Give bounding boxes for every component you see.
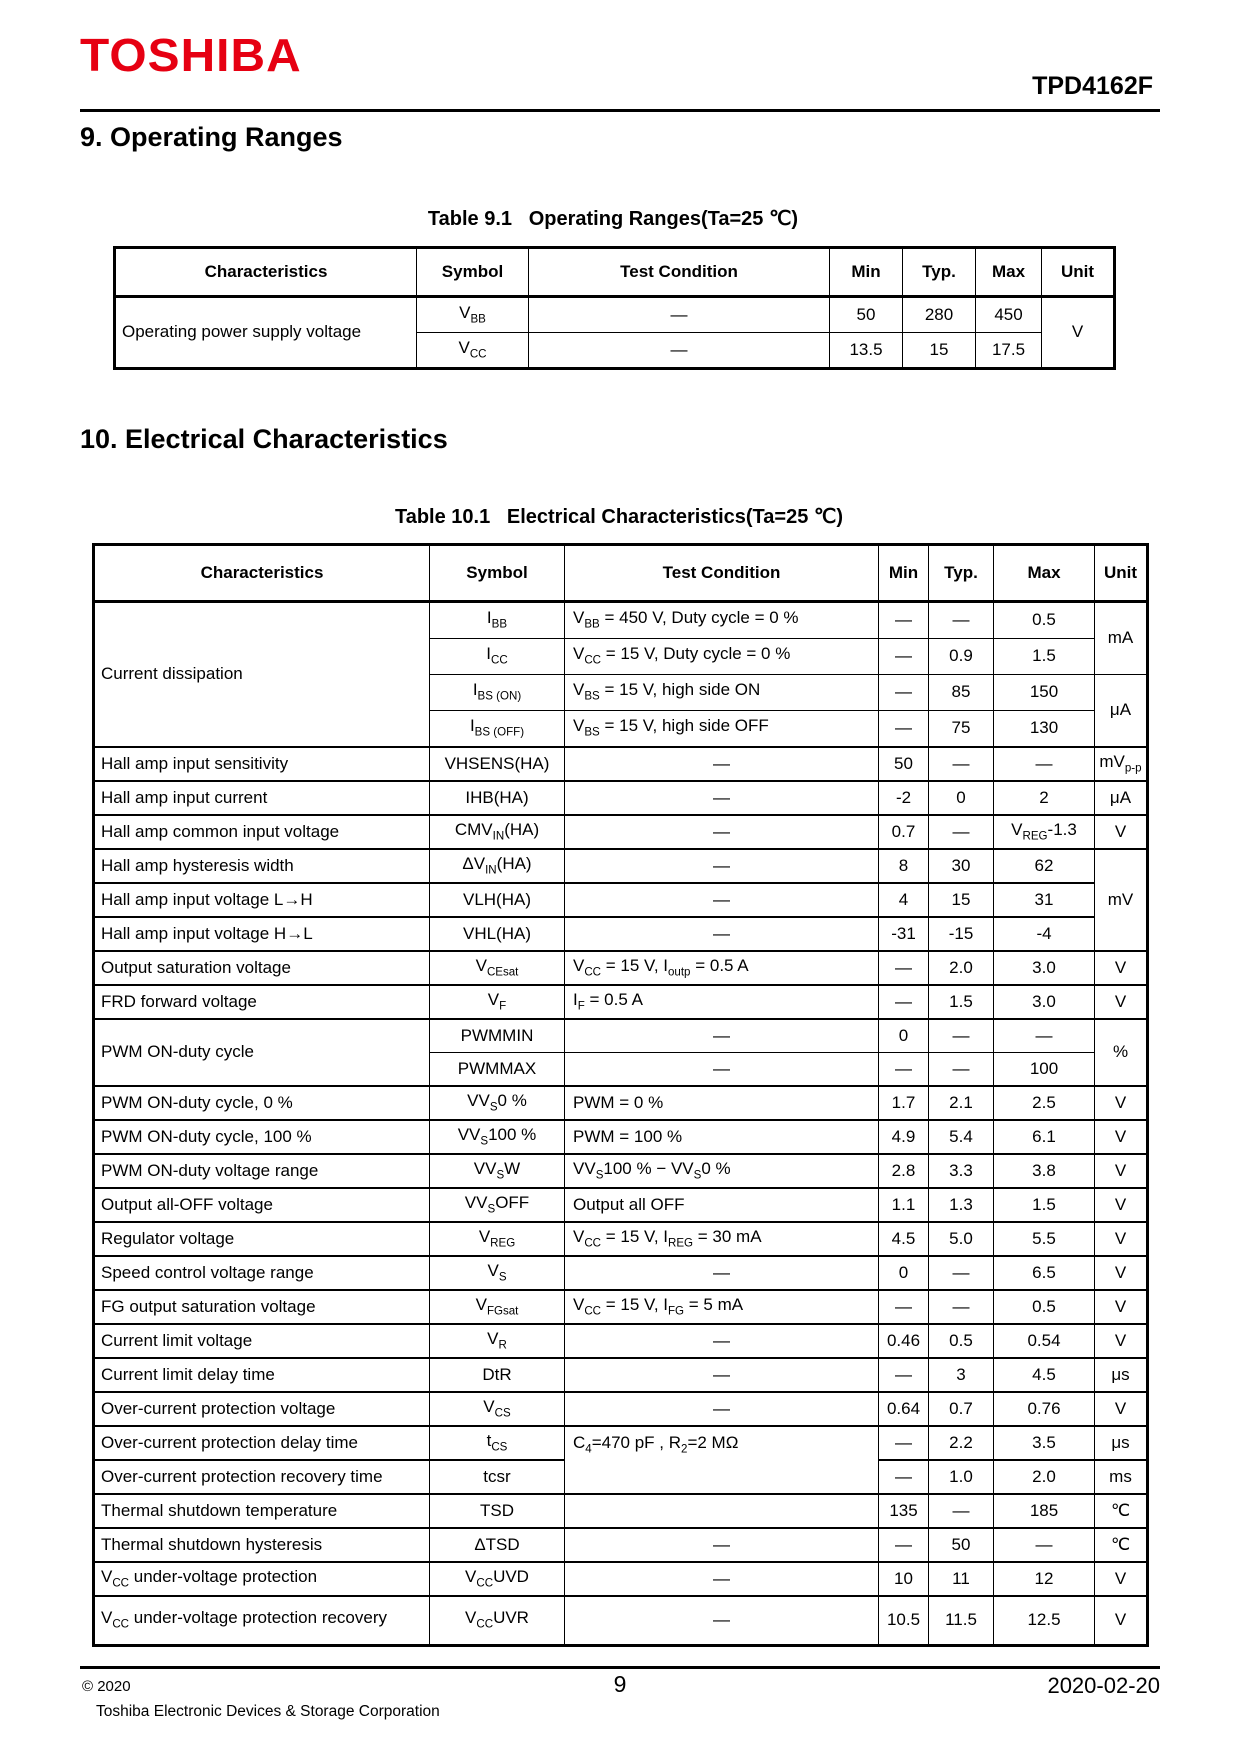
min-cell: 10.5 bbox=[879, 1596, 929, 1646]
characteristics-cell: $V_{CC}$ under-voltage protection bbox=[94, 1562, 430, 1596]
symbol-cell: $VV_S100$ % bbox=[430, 1120, 565, 1154]
typ-cell: 15 bbox=[903, 333, 976, 369]
symbol-cell: $VV_SOFF$ bbox=[430, 1188, 565, 1222]
typ-cell: 2.2 bbox=[929, 1426, 994, 1460]
unit-cell: V bbox=[1095, 1222, 1148, 1256]
typ-cell: 50 bbox=[929, 1528, 994, 1562]
symbol-cell: $I_{BS (OFF)}$ bbox=[430, 711, 565, 748]
typ-cell: — bbox=[929, 747, 994, 781]
symbol-cell: $V_{CC}UVR$ bbox=[430, 1596, 565, 1646]
table-row bbox=[94, 1528, 1148, 1562]
max-cell: 2.0 bbox=[994, 1460, 1095, 1494]
table-row bbox=[115, 297, 1115, 333]
unit-cell: ℃ bbox=[1095, 1528, 1148, 1562]
table-row bbox=[94, 1290, 1148, 1324]
table-row bbox=[94, 815, 1148, 849]
max-cell: -4 bbox=[994, 917, 1095, 951]
symbol-cell: $V_{CC}$ bbox=[417, 333, 529, 369]
test-condition-cell: — bbox=[565, 1392, 879, 1426]
min-cell: 0.7 bbox=[879, 815, 929, 849]
min-cell: — bbox=[879, 1053, 929, 1087]
min-cell: -31 bbox=[879, 917, 929, 951]
table-row bbox=[94, 1324, 1148, 1358]
footer-rule bbox=[80, 1666, 1160, 1669]
min-cell: — bbox=[879, 1528, 929, 1562]
typ-cell: 2.1 bbox=[929, 1086, 994, 1120]
test-condition-cell: $V_{CC} = 15$ V, $I_{outp} = 0.5$ A bbox=[565, 951, 879, 985]
test-condition-cell: — bbox=[565, 1596, 879, 1646]
table-row bbox=[94, 1392, 1148, 1426]
test-condition-cell: $V_{BB} = 450$ V, Duty cycle = 0 % bbox=[565, 602, 879, 639]
col-header-characteristics: Characteristics bbox=[94, 545, 430, 602]
table-row bbox=[94, 849, 1148, 883]
symbol-cell: $V_{CC}UVD$ bbox=[430, 1562, 565, 1596]
table-row bbox=[94, 1154, 1148, 1188]
test-condition-cell: — bbox=[565, 917, 879, 951]
min-cell: 4 bbox=[879, 883, 929, 917]
min-cell: — bbox=[879, 711, 929, 748]
symbol-cell: $V_{BB}$ bbox=[417, 297, 529, 333]
test-condition-cell: $V_{CC} = 15$ V, Duty cycle = 0 % bbox=[565, 639, 879, 675]
characteristics-cell: FRD forward voltage bbox=[94, 985, 430, 1019]
typ-cell: 0.5 bbox=[929, 1324, 994, 1358]
table-9-1-caption: Table 9.1 Operating Ranges(Ta=25 ℃) bbox=[427, 208, 799, 230]
test-condition-cell: $I_F = 0.5$ A bbox=[565, 985, 879, 1019]
footer-company: Toshiba Electronic Devices & Storage Corporation bbox=[96, 1703, 440, 1720]
unit-cell: V bbox=[1095, 1120, 1148, 1154]
characteristics-cell: Current limit voltage bbox=[94, 1324, 430, 1358]
unit-cell: V bbox=[1095, 1188, 1148, 1222]
symbol-cell: IHB(HA) bbox=[430, 781, 565, 815]
symbol-cell: $V_F$ bbox=[430, 985, 565, 1019]
unit-cell: V bbox=[1095, 1086, 1148, 1120]
unit-cell: ms bbox=[1095, 1460, 1148, 1494]
max-cell: 0.5 bbox=[994, 1290, 1095, 1324]
unit-cell: V bbox=[1042, 297, 1115, 369]
max-cell: 3.0 bbox=[994, 951, 1095, 985]
test-condition-cell: — bbox=[529, 333, 830, 369]
typ-cell: 11 bbox=[929, 1562, 994, 1596]
toshiba-logo: TOSHIBA bbox=[80, 29, 302, 81]
symbol-cell: $V_R$ bbox=[430, 1324, 565, 1358]
min-cell: -2 bbox=[879, 781, 929, 815]
min-cell: 50 bbox=[879, 747, 929, 781]
characteristics-cell: Over-current protection voltage bbox=[94, 1392, 430, 1426]
unit-cell: % bbox=[1095, 1019, 1148, 1086]
characteristics-cell: $V_{CC}$ under-voltage protection recovery bbox=[94, 1596, 430, 1646]
min-cell: 4.9 bbox=[879, 1120, 929, 1154]
min-cell: — bbox=[879, 985, 929, 1019]
typ-cell: 85 bbox=[929, 675, 994, 711]
col-header-symbol: Symbol bbox=[417, 248, 529, 297]
test-condition-cell: — bbox=[565, 1324, 879, 1358]
symbol-cell: DtR bbox=[430, 1358, 565, 1392]
min-cell: 2.8 bbox=[879, 1154, 929, 1188]
min-cell: 4.5 bbox=[879, 1222, 929, 1256]
min-cell: 0 bbox=[879, 1256, 929, 1290]
min-cell: — bbox=[879, 1358, 929, 1392]
max-cell: 5.5 bbox=[994, 1222, 1095, 1256]
max-cell: 2.5 bbox=[994, 1086, 1095, 1120]
characteristics-cell: Hall amp input voltage H→L bbox=[94, 917, 430, 951]
table-row bbox=[94, 1358, 1148, 1392]
footer-copyright: © 2020 bbox=[82, 1678, 131, 1695]
typ-cell: — bbox=[929, 1494, 994, 1528]
max-cell: 130 bbox=[994, 711, 1095, 748]
symbol-cell: $I_{CC}$ bbox=[430, 639, 565, 675]
min-cell: 0 bbox=[879, 1019, 929, 1053]
min-cell: 8 bbox=[879, 849, 929, 883]
test-condition-cell: — bbox=[529, 297, 830, 333]
test-condition-cell: $VV_S100$ % − $VV_S0$ % bbox=[565, 1154, 879, 1188]
symbol-cell: VHSENS(HA) bbox=[430, 747, 565, 781]
symbol-cell: $V_{CS}$ bbox=[430, 1392, 565, 1426]
footer-date: 2020-02-20 bbox=[1047, 1673, 1160, 1698]
operating-ranges-table bbox=[113, 246, 1116, 370]
symbol-cell: $V_{REG}$ bbox=[430, 1222, 565, 1256]
table-row bbox=[94, 1086, 1148, 1120]
min-cell: 0.64 bbox=[879, 1392, 929, 1426]
unit-cell: V bbox=[1095, 1562, 1148, 1596]
unit-cell: V bbox=[1095, 1154, 1148, 1188]
test-condition-cell: $V_{CC} = 15$ V, $I_{FG} = 5$ mA bbox=[565, 1290, 879, 1324]
symbol-cell: $I_{BB}$ bbox=[430, 602, 565, 639]
characteristics-cell: Hall amp input current bbox=[94, 781, 430, 815]
characteristics-cell: Thermal shutdown temperature bbox=[94, 1494, 430, 1528]
col-header-unit: Unit bbox=[1095, 545, 1148, 602]
max-cell: — bbox=[994, 1019, 1095, 1053]
symbol-cell: $I_{BS (ON)}$ bbox=[430, 675, 565, 711]
test-condition-cell: — bbox=[565, 1528, 879, 1562]
min-cell: — bbox=[879, 675, 929, 711]
typ-cell: — bbox=[929, 1053, 994, 1087]
max-cell: 2 bbox=[994, 781, 1095, 815]
unit-cell: V bbox=[1095, 1256, 1148, 1290]
table-row bbox=[94, 1494, 1148, 1528]
unit-cell: μA bbox=[1095, 675, 1148, 748]
characteristics-cell: Output all-OFF voltage bbox=[94, 1188, 430, 1222]
unit-cell: $mV_{p-p}$ bbox=[1095, 747, 1148, 781]
section-9-title: 9. Operating Ranges bbox=[80, 122, 343, 152]
unit-cell: mA bbox=[1095, 602, 1148, 675]
symbol-cell: tcsr bbox=[430, 1460, 565, 1494]
max-cell: — bbox=[994, 1528, 1095, 1562]
characteristics-cell: Hall amp common input voltage bbox=[94, 815, 430, 849]
unit-cell: μs bbox=[1095, 1358, 1148, 1392]
max-cell: 3.0 bbox=[994, 985, 1095, 1019]
typ-cell: 15 bbox=[929, 883, 994, 917]
max-cell: 3.8 bbox=[994, 1154, 1095, 1188]
typ-cell: 2.0 bbox=[929, 951, 994, 985]
max-cell: 185 bbox=[994, 1494, 1095, 1528]
typ-cell: 1.0 bbox=[929, 1460, 994, 1494]
col-header-min: Min bbox=[879, 545, 929, 602]
min-cell: 135 bbox=[879, 1494, 929, 1528]
unit-cell: μA bbox=[1095, 781, 1148, 815]
characteristics-cell: Output saturation voltage bbox=[94, 951, 430, 985]
max-cell: 0.5 bbox=[994, 602, 1095, 639]
max-cell: 100 bbox=[994, 1053, 1095, 1087]
max-cell: 6.5 bbox=[994, 1256, 1095, 1290]
max-cell: 450 bbox=[976, 297, 1042, 333]
table-row bbox=[94, 951, 1148, 985]
test-condition-cell: Output all OFF bbox=[565, 1188, 879, 1222]
typ-cell: — bbox=[929, 1290, 994, 1324]
characteristics-cell: Regulator voltage bbox=[94, 1222, 430, 1256]
typ-cell: — bbox=[929, 1256, 994, 1290]
min-cell: 10 bbox=[879, 1562, 929, 1596]
unit-cell: V bbox=[1095, 951, 1148, 985]
min-cell: 50 bbox=[830, 297, 903, 333]
test-condition-cell: $V_{CC} = 15$ V, $I_{REG} = 30$ mA bbox=[565, 1222, 879, 1256]
test-condition-cell: — bbox=[565, 1562, 879, 1596]
col-header-max: Max bbox=[976, 248, 1042, 297]
max-cell: 4.5 bbox=[994, 1358, 1095, 1392]
symbol-cell: VLH(HA) bbox=[430, 883, 565, 917]
table-header-row bbox=[115, 248, 1115, 297]
characteristics-cell: Over-current protection recovery time bbox=[94, 1460, 430, 1494]
characteristics-cell: PWM ON-duty cycle, 0 % bbox=[94, 1086, 430, 1120]
characteristics-cell: Hall amp hysteresis width bbox=[94, 849, 430, 883]
test-condition-cell: PWM = 0 % bbox=[565, 1086, 879, 1120]
max-cell: 0.76 bbox=[994, 1392, 1095, 1426]
typ-cell: 5.0 bbox=[929, 1222, 994, 1256]
max-cell: 1.5 bbox=[994, 639, 1095, 675]
characteristics-cell: PWM ON-duty cycle, 100 % bbox=[94, 1120, 430, 1154]
max-cell: 12.5 bbox=[994, 1596, 1095, 1646]
test-condition-cell: — bbox=[565, 849, 879, 883]
table-row bbox=[94, 1222, 1148, 1256]
characteristics-cell: Thermal shutdown hysteresis bbox=[94, 1528, 430, 1562]
unit-cell: ℃ bbox=[1095, 1494, 1148, 1528]
col-header-typ: Typ. bbox=[903, 248, 976, 297]
test-condition-cell: — bbox=[565, 1358, 879, 1392]
min-cell: 13.5 bbox=[830, 333, 903, 369]
characteristics-cell: Hall amp input voltage L→H bbox=[94, 883, 430, 917]
typ-cell: — bbox=[929, 602, 994, 639]
table-row bbox=[94, 917, 1148, 951]
unit-cell: V bbox=[1095, 815, 1148, 849]
characteristics-cell: Operating power supply voltage bbox=[115, 297, 417, 369]
characteristics-cell: Over-current protection delay time bbox=[94, 1426, 430, 1460]
characteristics-cell: Current dissipation bbox=[94, 602, 430, 748]
symbol-cell: PWMMIN bbox=[430, 1019, 565, 1053]
table-10-1-caption: Table 10.1 Electrical Characteristics(Ta=25 ℃) bbox=[394, 506, 844, 528]
typ-cell: 30 bbox=[929, 849, 994, 883]
max-cell: 62 bbox=[994, 849, 1095, 883]
test-condition-cell: $V_{BS} = 15$ V, high side OFF bbox=[565, 711, 879, 748]
max-cell: 1.5 bbox=[994, 1188, 1095, 1222]
section-10-title: 10. Electrical Characteristics bbox=[80, 424, 448, 454]
table-row bbox=[94, 1256, 1148, 1290]
min-cell: — bbox=[879, 951, 929, 985]
col-header-symbol: Symbol bbox=[430, 545, 565, 602]
symbol-cell: $V_{CEsat}$ bbox=[430, 951, 565, 985]
test-condition-cell: — bbox=[565, 1256, 879, 1290]
table-row bbox=[94, 985, 1148, 1019]
typ-cell: -15 bbox=[929, 917, 994, 951]
test-condition-cell: $V_{BS} = 15$ V, high side ON bbox=[565, 675, 879, 711]
symbol-cell: TSD bbox=[430, 1494, 565, 1528]
test-condition-cell bbox=[565, 1494, 879, 1528]
table-row bbox=[94, 883, 1148, 917]
table-row bbox=[94, 747, 1148, 781]
typ-cell: 1.5 bbox=[929, 985, 994, 1019]
unit-cell: V bbox=[1095, 1290, 1148, 1324]
unit-cell: V bbox=[1095, 1324, 1148, 1358]
symbol-cell: $VV_S0$ % bbox=[430, 1086, 565, 1120]
typ-cell: 0.9 bbox=[929, 639, 994, 675]
typ-cell: 75 bbox=[929, 711, 994, 748]
typ-cell: 280 bbox=[903, 297, 976, 333]
table-row bbox=[94, 1120, 1148, 1154]
min-cell: 0.46 bbox=[879, 1324, 929, 1358]
max-cell: 17.5 bbox=[976, 333, 1042, 369]
table-row bbox=[94, 1019, 1148, 1053]
typ-cell: 11.5 bbox=[929, 1596, 994, 1646]
test-condition-cell: PWM = 100 % bbox=[565, 1120, 879, 1154]
symbol-cell: $V_S$ bbox=[430, 1256, 565, 1290]
table-header-row bbox=[94, 545, 1148, 602]
typ-cell: 1.3 bbox=[929, 1188, 994, 1222]
symbol-cell: VHL(HA) bbox=[430, 917, 565, 951]
unit-cell: μs bbox=[1095, 1426, 1148, 1460]
symbol-cell: $\Delta V_{IN}(HA)$ bbox=[430, 849, 565, 883]
table-row bbox=[94, 1426, 1148, 1460]
header-rule bbox=[80, 109, 1160, 112]
col-header-test-condition: Test Condition bbox=[529, 248, 830, 297]
test-condition-cell: — bbox=[565, 1053, 879, 1087]
typ-cell: — bbox=[929, 815, 994, 849]
symbol-cell: PWMMAX bbox=[430, 1053, 565, 1087]
characteristics-cell: FG output saturation voltage bbox=[94, 1290, 430, 1324]
col-header-min: Min bbox=[830, 248, 903, 297]
symbol-cell: $CMV_{IN}(HA)$ bbox=[430, 815, 565, 849]
typ-cell: 3 bbox=[929, 1358, 994, 1392]
max-cell: $V_{REG}-1.3$ bbox=[994, 815, 1095, 849]
max-cell: 150 bbox=[994, 675, 1095, 711]
max-cell: 0.54 bbox=[994, 1324, 1095, 1358]
typ-cell: 0.7 bbox=[929, 1392, 994, 1426]
max-cell: — bbox=[994, 747, 1095, 781]
unit-cell: V bbox=[1095, 985, 1148, 1019]
characteristics-cell: Speed control voltage range bbox=[94, 1256, 430, 1290]
table-row bbox=[94, 781, 1148, 815]
min-cell: — bbox=[879, 1426, 929, 1460]
symbol-cell: $VV_SW$ bbox=[430, 1154, 565, 1188]
min-cell: — bbox=[879, 602, 929, 639]
unit-cell: V bbox=[1095, 1392, 1148, 1426]
symbol-cell: ΔTSD bbox=[430, 1528, 565, 1562]
test-condition-cell: — bbox=[565, 747, 879, 781]
max-cell: 12 bbox=[994, 1562, 1095, 1596]
min-cell: — bbox=[879, 1460, 929, 1494]
electrical-characteristics-table bbox=[92, 543, 1149, 1647]
test-condition-cell: $C_4=470$ pF , $R_2=2$ MΩ bbox=[565, 1426, 879, 1494]
col-header-unit: Unit bbox=[1042, 248, 1115, 297]
max-cell: 3.5 bbox=[994, 1426, 1095, 1460]
characteristics-cell: PWM ON-duty cycle bbox=[94, 1019, 430, 1086]
typ-cell: 0 bbox=[929, 781, 994, 815]
test-condition-cell: — bbox=[565, 883, 879, 917]
test-condition-cell: — bbox=[565, 1019, 879, 1053]
min-cell: — bbox=[879, 1290, 929, 1324]
symbol-cell: $t_{CS}$ bbox=[430, 1426, 565, 1460]
footer-page-number: 9 bbox=[613, 1671, 627, 1697]
characteristics-cell: Hall amp input sensitivity bbox=[94, 747, 430, 781]
typ-cell: 3.3 bbox=[929, 1154, 994, 1188]
typ-cell: 5.4 bbox=[929, 1120, 994, 1154]
min-cell: — bbox=[879, 639, 929, 675]
characteristics-cell: Current limit delay time bbox=[94, 1358, 430, 1392]
col-header-characteristics: Characteristics bbox=[115, 248, 417, 297]
unit-cell: V bbox=[1095, 1596, 1148, 1646]
max-cell: 31 bbox=[994, 883, 1095, 917]
table-row bbox=[94, 1562, 1148, 1596]
col-header-test-condition: Test Condition bbox=[565, 545, 879, 602]
test-condition-cell: — bbox=[565, 815, 879, 849]
table-row bbox=[94, 602, 1148, 639]
typ-cell: — bbox=[929, 1019, 994, 1053]
unit-cell: mV bbox=[1095, 849, 1148, 951]
min-cell: 1.1 bbox=[879, 1188, 929, 1222]
max-cell: 6.1 bbox=[994, 1120, 1095, 1154]
table-row bbox=[94, 1188, 1148, 1222]
test-condition-cell: — bbox=[565, 781, 879, 815]
part-number: TPD4162F bbox=[1032, 72, 1153, 100]
table-row bbox=[94, 1596, 1148, 1646]
characteristics-cell: PWM ON-duty voltage range bbox=[94, 1154, 430, 1188]
symbol-cell: $V_{FGsat}$ bbox=[430, 1290, 565, 1324]
col-header-max: Max bbox=[994, 545, 1095, 602]
min-cell: 1.7 bbox=[879, 1086, 929, 1120]
col-header-typ: Typ. bbox=[929, 545, 994, 602]
